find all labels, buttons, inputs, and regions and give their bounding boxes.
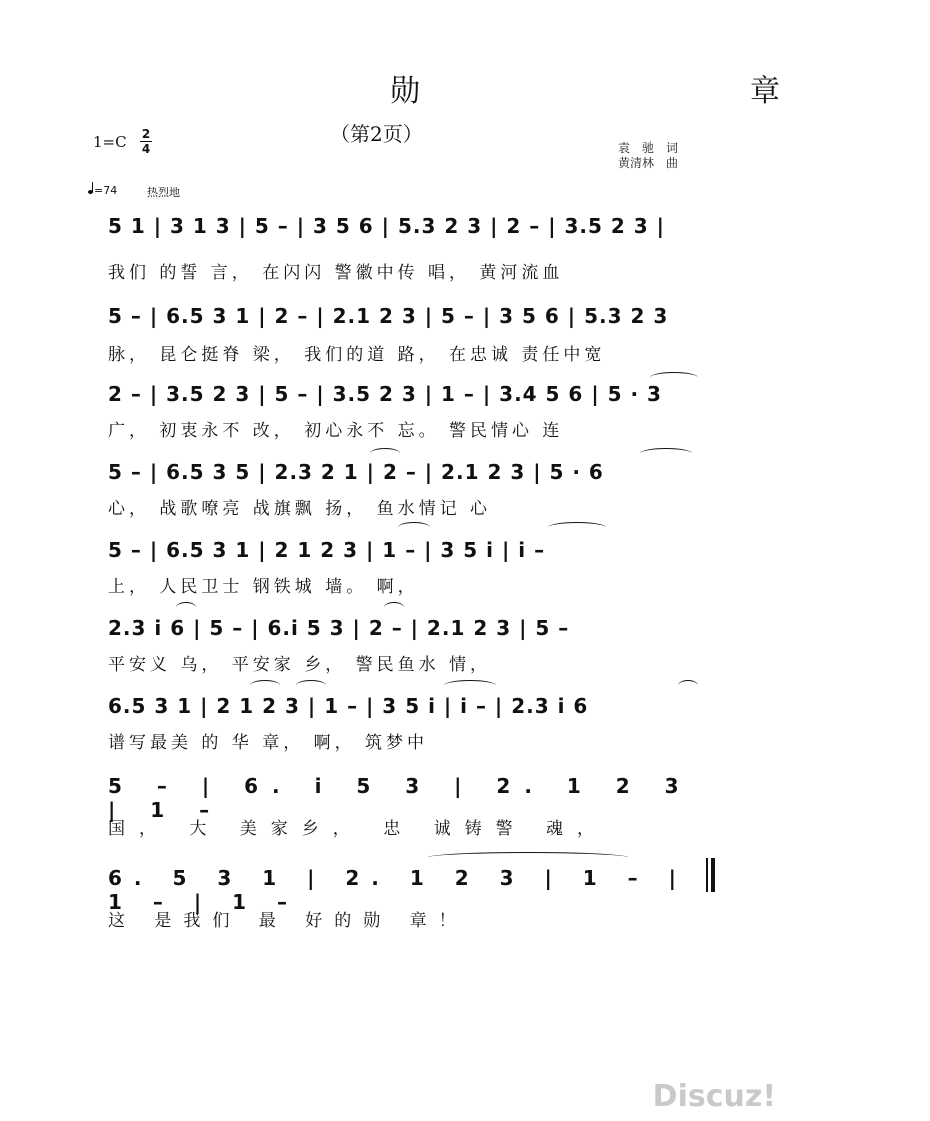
notes-row-8: 5 – | 6. i 5 3 | 2. 1 2 3 | 1 –: [108, 774, 693, 822]
time-signature-bottom: 4: [141, 142, 151, 156]
page-subtitle: （第2页）: [330, 122, 423, 146]
final-barline-thin: [706, 858, 708, 892]
lyrics-row-4: 心， 战歌嘹亮 战旗飘 扬， 鱼水情记 心: [108, 499, 492, 519]
slur-mark: [250, 680, 280, 691]
slur-mark: [370, 448, 400, 459]
lyricist-credit: 袁 驰 词: [618, 141, 679, 155]
time-signature-top: 2: [141, 127, 151, 141]
expression-marking: 热烈地: [147, 186, 180, 199]
lyrics-row-1: 我们 的誓 言， 在闪闪 警徽中传 唱， 黄河流血: [108, 263, 564, 283]
lyrics-row-8: 国， 大 美家乡， 忠 诚铸警 魂，: [108, 819, 609, 839]
slur-mark: [678, 680, 698, 691]
lyrics-row-5: 上， 人民卫士 钢铁城 墙。 啊，: [108, 577, 419, 597]
slur-mark: [444, 680, 496, 691]
slur-mark: [384, 602, 404, 613]
slur-mark: [398, 522, 430, 533]
lyrics-row-7: 谱写最美 的 华 章， 啊， 筑梦中: [108, 733, 429, 753]
final-barline-thick: [711, 858, 715, 892]
lyrics-row-6: 平安义 乌， 平安家 乡， 警民鱼水 情，: [108, 655, 492, 675]
key-signature: 1=C: [93, 133, 127, 151]
song-title: 勋 章: [390, 74, 930, 109]
slur-mark: [428, 852, 628, 863]
notes-row-1: 5 1 | 3 1 3 | 5 – | 3 5 6 | 5.3 2 3 | 2 – | 3.5 2 3 |: [108, 214, 665, 238]
tempo-value: =74: [94, 184, 118, 197]
lyrics-row-2: 脉， 昆仑挺脊 梁， 我们的道 路， 在忠诚 责任中宽: [108, 345, 606, 365]
slur-mark: [176, 602, 196, 613]
notes-row-2: 5 – | 6.5 3 1 | 2 – | 2.1 2 3 | 5 – | 3 5 6 | 5.3 2 3: [108, 304, 669, 328]
watermark-logo: Discuz!: [652, 1079, 776, 1114]
lyrics-row-9: 这 是我们 最 好的勋 章！: [108, 911, 468, 931]
tempo-marking: [88, 184, 117, 197]
notes-row-6: 2.3 i 6 | 5 – | 6.i 5 3 | 2 – | 2.1 2 3 | 5 –: [108, 616, 570, 640]
quarter-note-icon: [88, 190, 93, 194]
slur-mark: [296, 680, 326, 691]
lyrics-row-3: 广， 初衷永不 改， 初心永不 忘。 警民情心 连: [108, 421, 564, 441]
notes-row-9: 6. 5 3 1 | 2. 1 2 3 | 1 – | 1 – | 1 –: [108, 866, 688, 914]
time-signature: [140, 128, 152, 155]
notes-row-3: 2 – | 3.5 2 3 | 5 – | 3.5 2 3 | 1 – | 3.4 5 6 | 5 · 3: [108, 382, 662, 406]
notes-row-4: 5 – | 6.5 3 5 | 2.3 2 1 | 2 – | 2.1 2 3 | 5 · 6: [108, 460, 604, 484]
slur-mark: [640, 448, 692, 459]
composer-credit: 黄清林 曲: [618, 156, 679, 170]
notes-row-7: 6.5 3 1 | 2 1 2 3 | 1 – | 3 5 i | i – | 2.3 i 6: [108, 694, 589, 718]
notes-row-5: 5 – | 6.5 3 1 | 2 1 2 3 | 1 – | 3 5 i | i –: [108, 538, 546, 562]
slur-mark: [548, 522, 606, 533]
